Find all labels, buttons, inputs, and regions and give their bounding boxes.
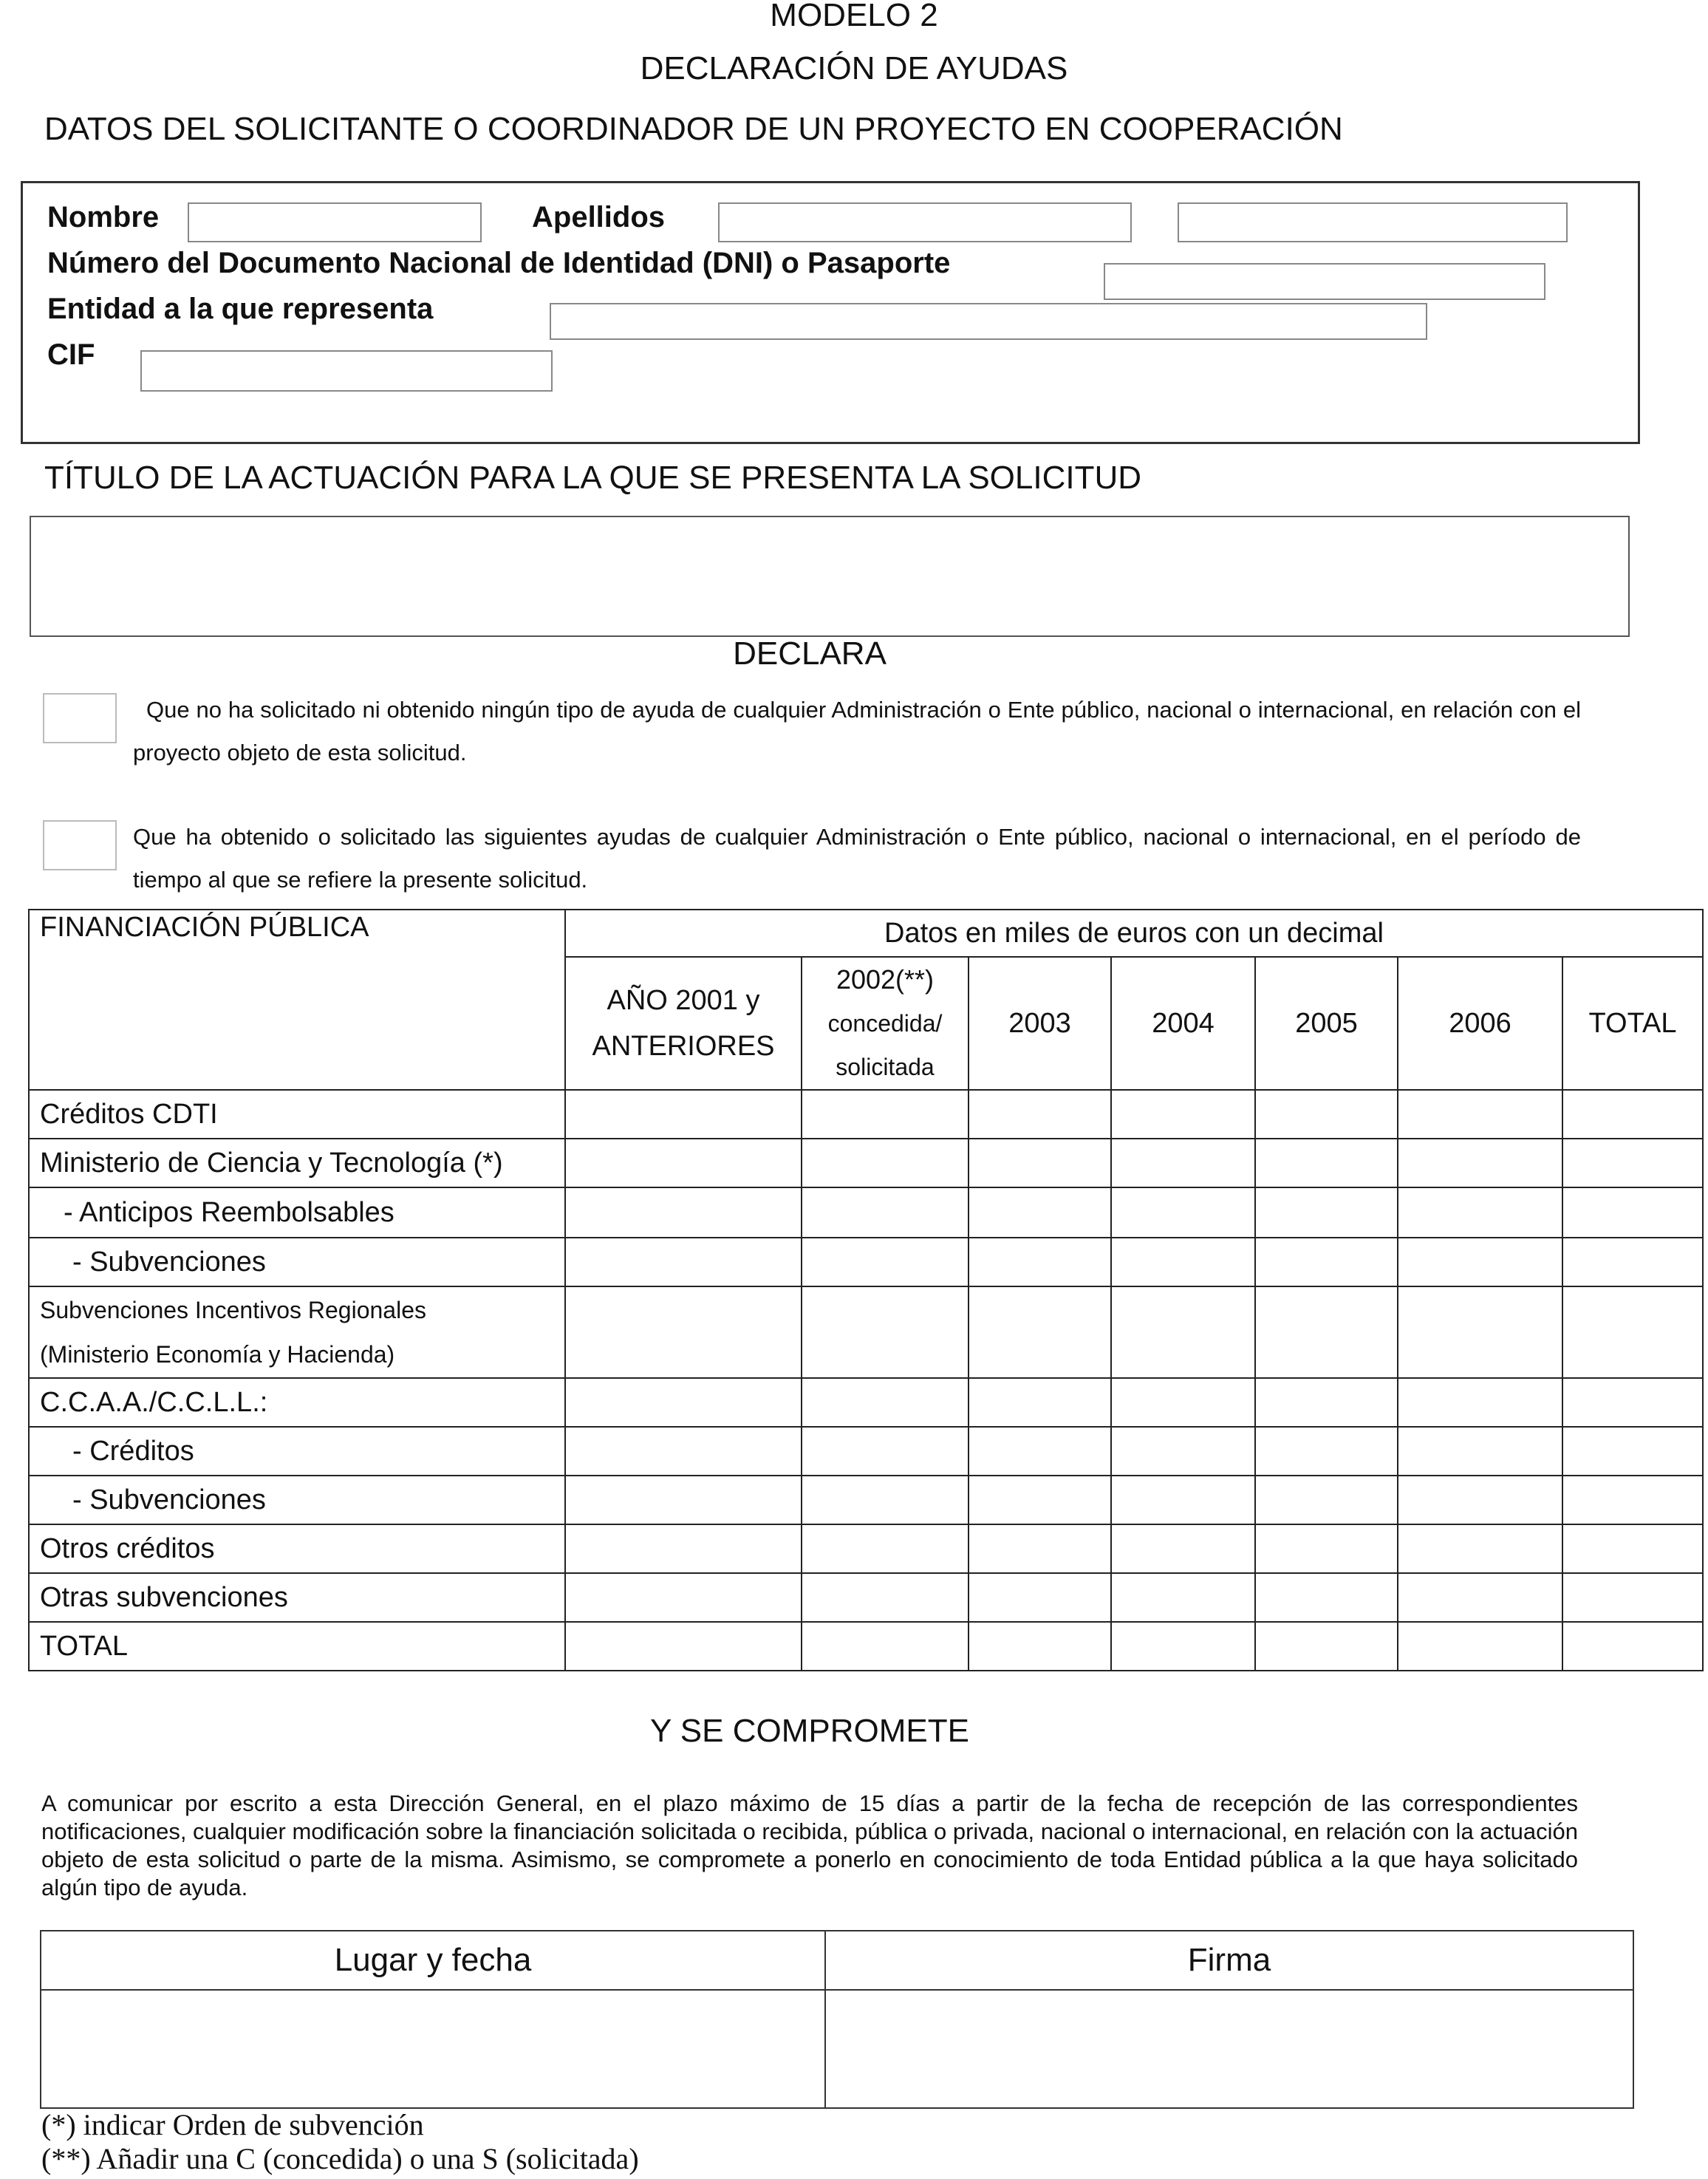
apellido1-field[interactable] bbox=[718, 202, 1132, 242]
compromete-heading: Y SE COMPROMETE bbox=[650, 1713, 969, 1749]
table-cell[interactable] bbox=[1562, 1622, 1703, 1671]
table-cell[interactable] bbox=[565, 1476, 802, 1524]
table-row bbox=[29, 1378, 1703, 1427]
table-cell[interactable] bbox=[1255, 1090, 1398, 1139]
table-cell[interactable] bbox=[1255, 1427, 1398, 1476]
financing-corner-header: FINANCIACIÓN PÚBLICA bbox=[29, 910, 565, 1090]
table-cell[interactable] bbox=[1111, 1238, 1255, 1286]
table-cell[interactable] bbox=[802, 1427, 969, 1476]
table-cell[interactable] bbox=[1111, 1378, 1255, 1427]
table-cell[interactable] bbox=[1111, 1476, 1255, 1524]
row-label: - Anticipos Reembolsables bbox=[29, 1187, 565, 1238]
col-2006-header: 2006 bbox=[1398, 957, 1562, 1090]
table-cell[interactable] bbox=[802, 1238, 969, 1286]
table-cell[interactable] bbox=[969, 1622, 1111, 1671]
row-label: Créditos CDTI bbox=[29, 1090, 565, 1139]
table-cell[interactable] bbox=[1562, 1427, 1703, 1476]
table-cell[interactable] bbox=[969, 1286, 1111, 1378]
table-cell[interactable] bbox=[1562, 1238, 1703, 1286]
table-cell[interactable] bbox=[1255, 1286, 1398, 1378]
table-row bbox=[29, 1187, 1703, 1238]
row-label-incentivos: Subvenciones Incentivos Regionales (Ministerio Economía y Hacienda) bbox=[29, 1286, 565, 1378]
lugar-fecha-field[interactable] bbox=[41, 1990, 825, 2108]
form-model-number: MODELO 2 bbox=[770, 0, 938, 33]
table-row bbox=[29, 1139, 1703, 1187]
table-row bbox=[29, 1090, 1703, 1139]
table-cell[interactable] bbox=[1398, 1286, 1562, 1378]
titulo-heading: TÍTULO DE LA ACTUACIÓN PARA LA QUE SE PRESENTA LA SOLICITUD bbox=[44, 460, 1142, 496]
table-cell[interactable] bbox=[969, 1378, 1111, 1427]
apellidos-label: Apellidos bbox=[532, 201, 666, 233]
table-cell[interactable] bbox=[1562, 1139, 1703, 1187]
table-cell[interactable] bbox=[802, 1622, 969, 1671]
table-cell[interactable] bbox=[1255, 1378, 1398, 1427]
titulo-field[interactable] bbox=[30, 516, 1630, 637]
table-cell[interactable] bbox=[565, 1286, 802, 1378]
declara-heading: DECLARA bbox=[733, 635, 887, 672]
table-cell[interactable] bbox=[969, 1476, 1111, 1524]
table-row bbox=[29, 1476, 1703, 1524]
row-label: Otros créditos bbox=[29, 1524, 565, 1573]
table-cell[interactable] bbox=[1255, 1238, 1398, 1286]
table-cell[interactable] bbox=[1562, 1286, 1703, 1378]
apellido2-field[interactable] bbox=[1178, 202, 1568, 242]
col-2002-header: 2002(**) concedida/ solicitada bbox=[802, 957, 969, 1090]
col-2005-header: 2005 bbox=[1255, 957, 1398, 1090]
table-cell[interactable] bbox=[565, 1622, 802, 1671]
table-cell[interactable] bbox=[1562, 1476, 1703, 1524]
table-cell[interactable] bbox=[802, 1573, 969, 1622]
table-cell[interactable] bbox=[802, 1378, 969, 1427]
table-cell[interactable] bbox=[1255, 1187, 1398, 1238]
table-cell[interactable] bbox=[1111, 1524, 1255, 1573]
col-total-header: TOTAL bbox=[1562, 957, 1703, 1090]
section-heading-solicitante: DATOS DEL SOLICITANTE O COORDINADOR DE UN PROYECTO EN COOPERACIÓN bbox=[44, 111, 1343, 147]
table-cell[interactable] bbox=[1111, 1187, 1255, 1238]
table-cell[interactable] bbox=[802, 1090, 969, 1139]
entidad-field[interactable] bbox=[550, 303, 1427, 340]
row-label: - Subvenciones bbox=[29, 1238, 565, 1286]
table-cell[interactable] bbox=[802, 1187, 969, 1238]
table-cell[interactable] bbox=[969, 1090, 1111, 1139]
table-cell[interactable] bbox=[802, 1286, 969, 1378]
cif-field[interactable] bbox=[140, 350, 553, 392]
table-cell[interactable] bbox=[1111, 1090, 1255, 1139]
table-cell[interactable] bbox=[1255, 1139, 1398, 1187]
table-cell[interactable] bbox=[1111, 1622, 1255, 1671]
table-row bbox=[29, 1573, 1703, 1622]
table-cell[interactable] bbox=[1398, 1427, 1562, 1476]
table-cell[interactable] bbox=[802, 1524, 969, 1573]
firma-header: Firma bbox=[825, 1931, 1633, 1990]
row-label: - Subvenciones bbox=[29, 1476, 565, 1524]
row-label: Otras subvenciones bbox=[29, 1573, 565, 1622]
table-cell[interactable] bbox=[1255, 1573, 1398, 1622]
table-cell[interactable] bbox=[1398, 1573, 1562, 1622]
table-cell[interactable] bbox=[1398, 1187, 1562, 1238]
dni-label: Número del Documento Nacional de Identidad (DNI) o Pasaporte bbox=[47, 247, 951, 279]
table-cell[interactable] bbox=[1562, 1090, 1703, 1139]
table-cell[interactable] bbox=[802, 1476, 969, 1524]
row-label: - Créditos bbox=[29, 1427, 565, 1476]
table-cell[interactable] bbox=[565, 1187, 802, 1238]
table-cell[interactable] bbox=[565, 1238, 802, 1286]
option-si-ayudas-checkbox[interactable] bbox=[43, 820, 117, 870]
entidad-label: Entidad a la que representa bbox=[47, 293, 434, 325]
table-cell[interactable] bbox=[969, 1238, 1111, 1286]
table-cell[interactable] bbox=[1398, 1524, 1562, 1573]
table-cell[interactable] bbox=[565, 1427, 802, 1476]
table-cell[interactable] bbox=[1398, 1238, 1562, 1286]
table-row-total bbox=[29, 1622, 1703, 1671]
table-cell[interactable] bbox=[1562, 1573, 1703, 1622]
table-cell[interactable] bbox=[1398, 1139, 1562, 1187]
table-cell[interactable] bbox=[565, 1524, 802, 1573]
row-label: C.C.A.A./C.C.L.L.: bbox=[29, 1378, 565, 1427]
col-2004-header: 2004 bbox=[1111, 957, 1255, 1090]
table-cell[interactable] bbox=[1255, 1524, 1398, 1573]
footnote-orden: (*) indicar Orden de subvención bbox=[41, 2108, 424, 2141]
dni-field[interactable] bbox=[1104, 263, 1545, 300]
table-cell[interactable] bbox=[1398, 1622, 1562, 1671]
table-cell[interactable] bbox=[1562, 1187, 1703, 1238]
lugar-fecha-header: Lugar y fecha bbox=[41, 1931, 825, 1990]
table-row bbox=[29, 1238, 1703, 1286]
table-cell[interactable] bbox=[565, 1139, 802, 1187]
table-cell[interactable] bbox=[1111, 1139, 1255, 1187]
table-cell[interactable] bbox=[1562, 1524, 1703, 1573]
table-cell[interactable] bbox=[565, 1090, 802, 1139]
table-cell[interactable] bbox=[1111, 1573, 1255, 1622]
financing-table bbox=[28, 909, 1704, 1671]
option-si-ayudas-text: Que ha obtenido o solicitado las siguientes ayudas de cualquier Administración o Ente público, nacional o internacional, en el período de tiempo al que se refiere la presente solicitud. bbox=[133, 824, 1581, 893]
compromete-text: A comunicar por escrito a esta Dirección General, en el plazo máximo de 15 días a partir de la fecha de recepción de las correspondientes notificaciones, cualquier modificación sobre la financiación solicitada o recibida, pública o privada, nacional o internacional, en relación con la actuación objeto de esta solicitud o parte de la misma. Asimismo, se compromete a ponerlo en conocimiento de toda Entidad pública a la que haya solicitado algún tipo de ayuda. bbox=[41, 1790, 1578, 1900]
table-cell[interactable] bbox=[1111, 1427, 1255, 1476]
table-cell[interactable] bbox=[1398, 1378, 1562, 1427]
signature-table bbox=[40, 1930, 1634, 2109]
table-cell[interactable] bbox=[1562, 1378, 1703, 1427]
nombre-field[interactable] bbox=[188, 202, 482, 242]
firma-field[interactable] bbox=[825, 1990, 1633, 2108]
table-cell[interactable] bbox=[565, 1378, 802, 1427]
table-row bbox=[29, 1427, 1703, 1476]
option-no-ayudas-checkbox[interactable] bbox=[43, 693, 117, 743]
table-row bbox=[29, 1286, 1703, 1378]
units-header: Datos en miles de euros con un decimal bbox=[565, 910, 1703, 957]
row-label: Ministerio de Ciencia y Tecnología (*) bbox=[29, 1139, 565, 1187]
table-cell[interactable] bbox=[969, 1187, 1111, 1238]
table-cell[interactable] bbox=[969, 1139, 1111, 1187]
table-cell[interactable] bbox=[969, 1524, 1111, 1573]
table-cell[interactable] bbox=[1398, 1090, 1562, 1139]
table-cell[interactable] bbox=[1255, 1476, 1398, 1524]
col-2003-header: 2003 bbox=[969, 957, 1111, 1090]
footnote-concedida: (**) Añadir una C (concedida) o una S (solicitada) bbox=[41, 2142, 639, 2175]
table-cell[interactable] bbox=[969, 1573, 1111, 1622]
nombre-label: Nombre bbox=[47, 201, 160, 233]
document-title: DECLARACIÓN DE AYUDAS bbox=[640, 50, 1068, 86]
table-cell[interactable] bbox=[1398, 1476, 1562, 1524]
cif-label: CIF bbox=[47, 338, 95, 371]
row-label: TOTAL bbox=[29, 1622, 565, 1671]
table-cell[interactable] bbox=[1111, 1286, 1255, 1378]
table-cell[interactable] bbox=[1255, 1622, 1398, 1671]
table-cell[interactable] bbox=[969, 1427, 1111, 1476]
col-2001-header: AÑO 2001 y ANTERIORES bbox=[565, 957, 802, 1090]
option-no-ayudas-text: Que no ha solicitado ni obtenido ningún tipo de ayuda de cualquier Administración o Ente público, nacional o internacional, en relación con el proyecto objeto de esta solicitud. bbox=[133, 697, 1581, 765]
table-cell[interactable] bbox=[565, 1573, 802, 1622]
table-row bbox=[29, 1524, 1703, 1573]
table-cell[interactable] bbox=[802, 1139, 969, 1187]
